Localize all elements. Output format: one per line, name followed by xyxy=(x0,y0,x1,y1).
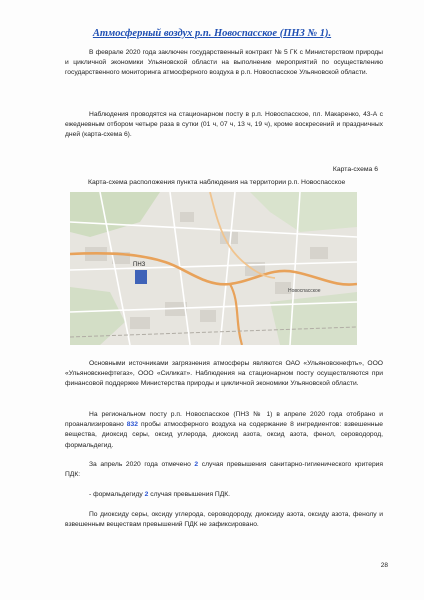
paragraph-samples xyxy=(65,410,383,451)
page-title: Атмосферный воздух р.п. Новоспасское (ПНЗ № 1). xyxy=(92,28,332,39)
paragraph-formaldehyde xyxy=(65,490,383,500)
exceedances-text-b: случая превышения санитарно-гигиенического критерия ПДК: xyxy=(65,461,384,479)
exceedances-text-a: За апрель 2020 года отмечено xyxy=(89,461,191,468)
formaldehyde-count: 2 xyxy=(144,491,149,498)
station-label: ПНЗ xyxy=(133,262,146,268)
location-map xyxy=(70,192,357,345)
samples-text-a: На региональном посту р.п. Новоспасское (ПНЗ № 1) в апреле 2020 года отобрано и проанализировано xyxy=(65,411,383,429)
station-marker xyxy=(135,270,147,284)
formaldehyde-text-a: - формальдегиду xyxy=(89,491,143,498)
exceedances-count: 2 xyxy=(194,461,199,468)
page-number: 28 xyxy=(380,562,388,569)
paragraph-no-exceedances: По диоксиду серы, оксиду углерода, сероводороду, диоксиду азота, оксиду азота, фенолу и взвешенным веществам превышений ПДК не зафиксировано. xyxy=(65,511,383,529)
place-label: Новоспасское xyxy=(288,288,321,294)
samples-count: 832 xyxy=(126,421,138,429)
paragraph-observations: Наблюдения проводятся на стационарном посту в р.п. Новоспасское, пл. Макаренко, 43-А с ежедневным отбором четыре раза в сутки (01 ч, 07 ч, 13 ч, 19 ч), кроме воскресений и праздничных дней (карта-схема 6). xyxy=(65,111,383,139)
samples-text-b: пробы атмосферного воздуха на содержание 8 ингредиентов: взвешенные вещества, диоксид серы, оксид углерода, диоксид азота, оксид азота, фенол, сероводород, формальдегид. xyxy=(65,421,384,449)
paragraph-contract: В феврале 2020 года заключен государственный контракт № 5 ГК с Министерством природы и цикличной экономики Ульяновской области на выполнение мероприятий по осуществлению государственного мониторинга атмосферного воздуха в р.п. Новоспасское Ульяновской области. xyxy=(65,49,383,77)
map-image xyxy=(70,192,357,345)
formaldehyde-text-b: случая превышения ПДК. xyxy=(150,491,231,498)
paragraph-sources: Основными источниками загрязнения атмосферы являются ОАО «Ульяновскнефть», ООО «Ульяновскнефтегаз», ООО «Силикат». Наблюдения на стационарном посту осуществляются при финансовой поддержке Министерства природы и цикличной экономики Ульяновской области. xyxy=(65,360,383,388)
map-caption: Карта-схема расположения пункта наблюдения на территории р.п. Новоспасское xyxy=(88,179,346,186)
paragraph-exceedances xyxy=(65,460,383,480)
map-label: Карта-схема 6 xyxy=(332,166,378,173)
